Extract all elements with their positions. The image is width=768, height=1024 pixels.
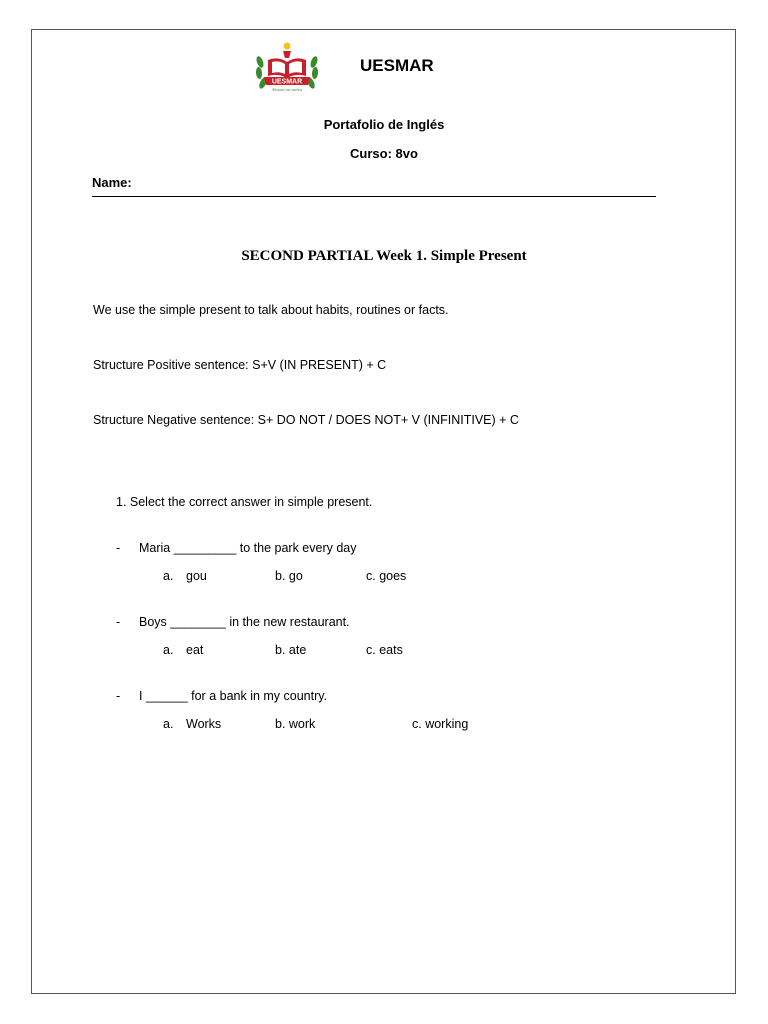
lesson-title-rest: Week 1. Simple Present bbox=[372, 248, 527, 264]
option-b[interactable]: b. go bbox=[275, 569, 303, 583]
option-c[interactable]: c. goes bbox=[366, 569, 407, 583]
option-a-letter: a. bbox=[163, 569, 174, 583]
option-c[interactable]: c. eats bbox=[366, 643, 403, 657]
item-dash: - bbox=[116, 689, 121, 703]
option-a-letter: a. bbox=[163, 643, 174, 657]
item-dash: - bbox=[116, 541, 121, 555]
portfolio-title: Portafolio de Inglés bbox=[323, 117, 445, 132]
option-a[interactable]: eat bbox=[186, 643, 204, 657]
logo-label: UESMAR bbox=[271, 78, 303, 86]
intro-text: We use the simple present to talk about habits, routines or facts. bbox=[93, 303, 449, 317]
page-border bbox=[31, 29, 736, 994]
item-sentence: Boys ________ in the new restaurant. bbox=[139, 615, 350, 629]
option-a[interactable]: Works bbox=[186, 717, 222, 731]
item-sentence: Maria _________ to the park every day bbox=[139, 541, 357, 555]
option-b[interactable]: b. work bbox=[275, 717, 316, 731]
name-underline bbox=[92, 196, 656, 197]
logo-motto: Alcanza tus sueños bbox=[271, 87, 303, 92]
item-sentence: I ______ for a bank in my country. bbox=[139, 689, 328, 703]
positive-structure: Structure Positive sentence: S+V (IN PRESENT) + C bbox=[93, 358, 387, 372]
option-c[interactable]: c. working bbox=[412, 717, 469, 731]
lesson-title-bold: SECOND PARTIAL bbox=[241, 248, 373, 264]
exercise-instruction: 1. Select the correct answer in simple present. bbox=[116, 495, 373, 509]
school-name: UESMAR bbox=[360, 56, 434, 75]
option-a[interactable]: gou bbox=[186, 569, 207, 583]
negative-structure: Structure Negative sentence: S+ DO NOT / DOES NOT+ V (INFINITIVE) + C bbox=[93, 413, 519, 427]
item-dash: - bbox=[116, 615, 121, 629]
uesmar-logo bbox=[254, 40, 320, 94]
course-label: Curso: 8vo bbox=[350, 146, 418, 161]
option-a-letter: a. bbox=[163, 717, 174, 731]
option-b[interactable]: b. ate bbox=[275, 643, 307, 657]
lesson-title bbox=[0, 248, 768, 265]
name-label: Name: bbox=[92, 175, 132, 190]
